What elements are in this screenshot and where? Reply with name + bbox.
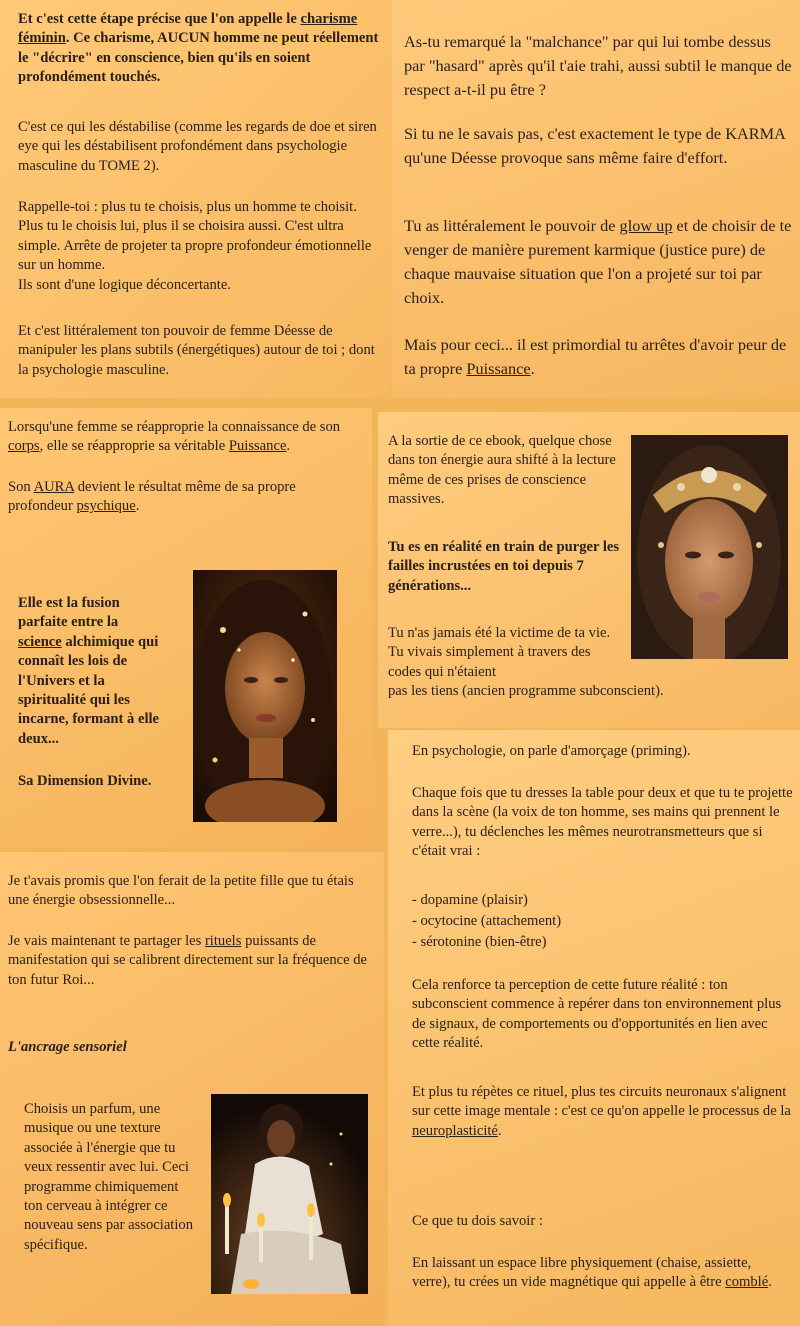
neuroplasticite-paragraph xyxy=(412,1083,792,1141)
priming-paragraph: En psychologie, on parle d'amorçage (priming). xyxy=(412,743,691,759)
table-paragraph: Chaque fois que tu dresses la table pour deux et que tu te projette dans la scène (la voix de ton homme, ses mains qui prennent le verre...), tu déclenches les mêmes neurotransmetteurs que si c'était vrai : xyxy=(412,785,793,860)
parfum-paragraph: Choisis un parfum, une musique ou une texture associée à l'énergie que tu veux ressentir avec lui. Ceci programme chimiquement ton cerveau à intégrer ce nouveau sens par association spécifique. xyxy=(24,1101,193,1253)
repetes-text: Et plus tu répètes ce rituel, plus tes circuits neuronaux s'alignent sur cette image mentale : c'est ce qu'on appelle le processus de la xyxy=(412,1084,791,1120)
candlelit-woman-photo xyxy=(211,1094,368,1294)
panel-amorcage xyxy=(388,730,800,1326)
puissance-link-2: Puissance xyxy=(228,438,287,455)
comble-link: comblé xyxy=(725,1274,769,1291)
corps-text-mid: , elle se réapproprie sa véritable xyxy=(39,438,229,455)
aura-paragraph xyxy=(8,478,358,517)
panel-charisme xyxy=(0,0,392,398)
espace-text-end: . xyxy=(768,1274,772,1291)
ebook-paragraph: A la sortie de ce ebook, quelque chose dans ton énergie aura shifté à la lecture même de ces prises de conscience massives. xyxy=(388,433,616,508)
list-item: - sérotonine (bien-être) xyxy=(412,934,547,950)
dimension-divine: Sa Dimension Divine. xyxy=(18,773,152,789)
intro-text: Et c'est cette étape précise que l'on appelle le xyxy=(18,11,301,27)
peur-text: Mais pour ceci... il est primordial tu arrêtes d'avoir peur de ta propre xyxy=(404,335,787,378)
glow-text: Tu as littéralement le pouvoir de xyxy=(404,216,620,235)
charisme-link: charisme féminin xyxy=(18,11,358,47)
rappelle-paragraph xyxy=(18,198,380,295)
glow-up-paragraph xyxy=(404,214,794,310)
list-item: - ocytocine (attachement) xyxy=(412,913,562,929)
crowned-woman-portrait xyxy=(631,435,788,659)
fusion-text: Elle est la fusion parfaite entre la xyxy=(18,595,120,631)
programme-paragraph: pas les tiens (ancien programme subconscient). xyxy=(388,683,664,699)
glow-up-link: glow up xyxy=(619,216,673,235)
panel-rituels xyxy=(0,852,384,1326)
fusion-text-end: alchimique qui connaît les lois de l'Univers et la spiritualité qui les incarne, formant à elle deux... xyxy=(18,633,160,747)
aura-text-mid: devient le résultat même de sa propre profondeur xyxy=(8,479,296,515)
generations-paragraph: Tu es en réalité en train de purger les failles incrustées en toi depuis 7 générations... xyxy=(388,539,620,594)
puissance-paragraph xyxy=(404,333,796,381)
panel-ebook xyxy=(378,412,800,728)
science-link: science xyxy=(18,633,62,650)
psychique-link: psychique xyxy=(76,498,136,515)
intro-paragraph xyxy=(18,10,380,88)
list-item: - dopamine (plaisir) xyxy=(412,892,528,908)
rappelle-text: Rappelle-toi : plus tu te choisis, plus un homme te choisit. Plus tu le choisis lui, plus il se choisira aussi. C'est ultra simple. Arrête de projeter ta propre profondeur émotionnelle sur un homme. xyxy=(18,199,372,274)
aura-text-end: . xyxy=(135,498,140,515)
corps-paragraph xyxy=(8,418,366,457)
espace-paragraph xyxy=(412,1254,782,1293)
panel-aura xyxy=(0,408,372,848)
espace-text: En laissant un espace libre physiquement (chaise, assiette, verre), tu crées un vide magnétique qui appelle à être xyxy=(412,1255,752,1291)
glow-text-end: et de choisir de te venger de manière purement karmique (justice pure) de chaque mauvaise situation que l'on a projeté sur toi par choix. xyxy=(404,216,792,307)
pouvoir-paragraph: Et c'est littéralement ton pouvoir de femme Déesse de manipuler les plans subtils (énergétiques) autour de toi ; dont la psychologie masculine. xyxy=(18,323,375,378)
rituels-text-end: puissants de manifestation qui se calibrent directement sur la fréquence de ton futur Roi... xyxy=(8,933,368,988)
promesse-paragraph: Je t'avais promis que l'on ferait de la petite fille que tu étais une énergie obsessionnelle... xyxy=(8,873,354,909)
karma-paragraph: Si tu ne le savais pas, c'est exactement le type de KARMA qu'une Déesse provoque sans même faire d'effort. xyxy=(404,124,785,167)
ancrage-heading: L'ancrage sensoriel xyxy=(8,1039,127,1055)
fusion-quote xyxy=(18,594,164,749)
panel-karma xyxy=(392,0,800,398)
savoir-paragraph: Ce que tu dois savoir : xyxy=(412,1213,543,1229)
neurotransmitter-list xyxy=(412,890,561,953)
neuroplasticite-link: neuroplasticité xyxy=(412,1122,498,1139)
rituels-text: Je vais maintenant te partager les xyxy=(8,933,205,949)
intro-text-end: . Ce charisme, AUCUN homme ne peut réellement le "décrire" en conscience, bien qu'ils en soient profondément touchés. xyxy=(18,30,379,86)
peur-text-end: . xyxy=(530,359,535,378)
logique-text: Ils sont d'une logique déconcertante. xyxy=(18,276,231,293)
repetes-text-end: . xyxy=(497,1122,502,1139)
aura-text: Son xyxy=(8,479,34,495)
puissance-link: Puissance xyxy=(466,359,531,378)
destabilise-paragraph: C'est ce qui les déstabilise (comme les regards de doe et siren eye qui les déstabilisent profondément dans psychologie masculine du TOME 2). xyxy=(18,119,377,174)
aura-link: AURA xyxy=(33,479,75,495)
victime-paragraph: Tu n'as jamais été la victime de ta vie. Tu vivais simplement à travers des codes qui n'étaient xyxy=(388,625,611,680)
rituels-link: rituels xyxy=(204,933,242,949)
malchance-paragraph: As-tu remarqué la "malchance" par qui lui tombe dessus par "hasard" après qu'il t'aie trahi, aussi subtil le manque de respect a-t-il pu être ? xyxy=(404,32,792,99)
corps-link: corps xyxy=(8,438,40,455)
rituels-paragraph xyxy=(8,932,370,990)
perception-paragraph: Cela renforce ta perception de cette future réalité : ton subconscient commence à repérer dans ton environnement plus de signaux, de comportements ou d'opportunités en lien avec cette réalité. xyxy=(412,977,782,1052)
corps-text: Lorsqu'une femme se réapproprie la connaissance de son xyxy=(8,419,341,435)
golden-woman-portrait xyxy=(193,570,337,822)
corps-text-end: . xyxy=(286,438,291,455)
